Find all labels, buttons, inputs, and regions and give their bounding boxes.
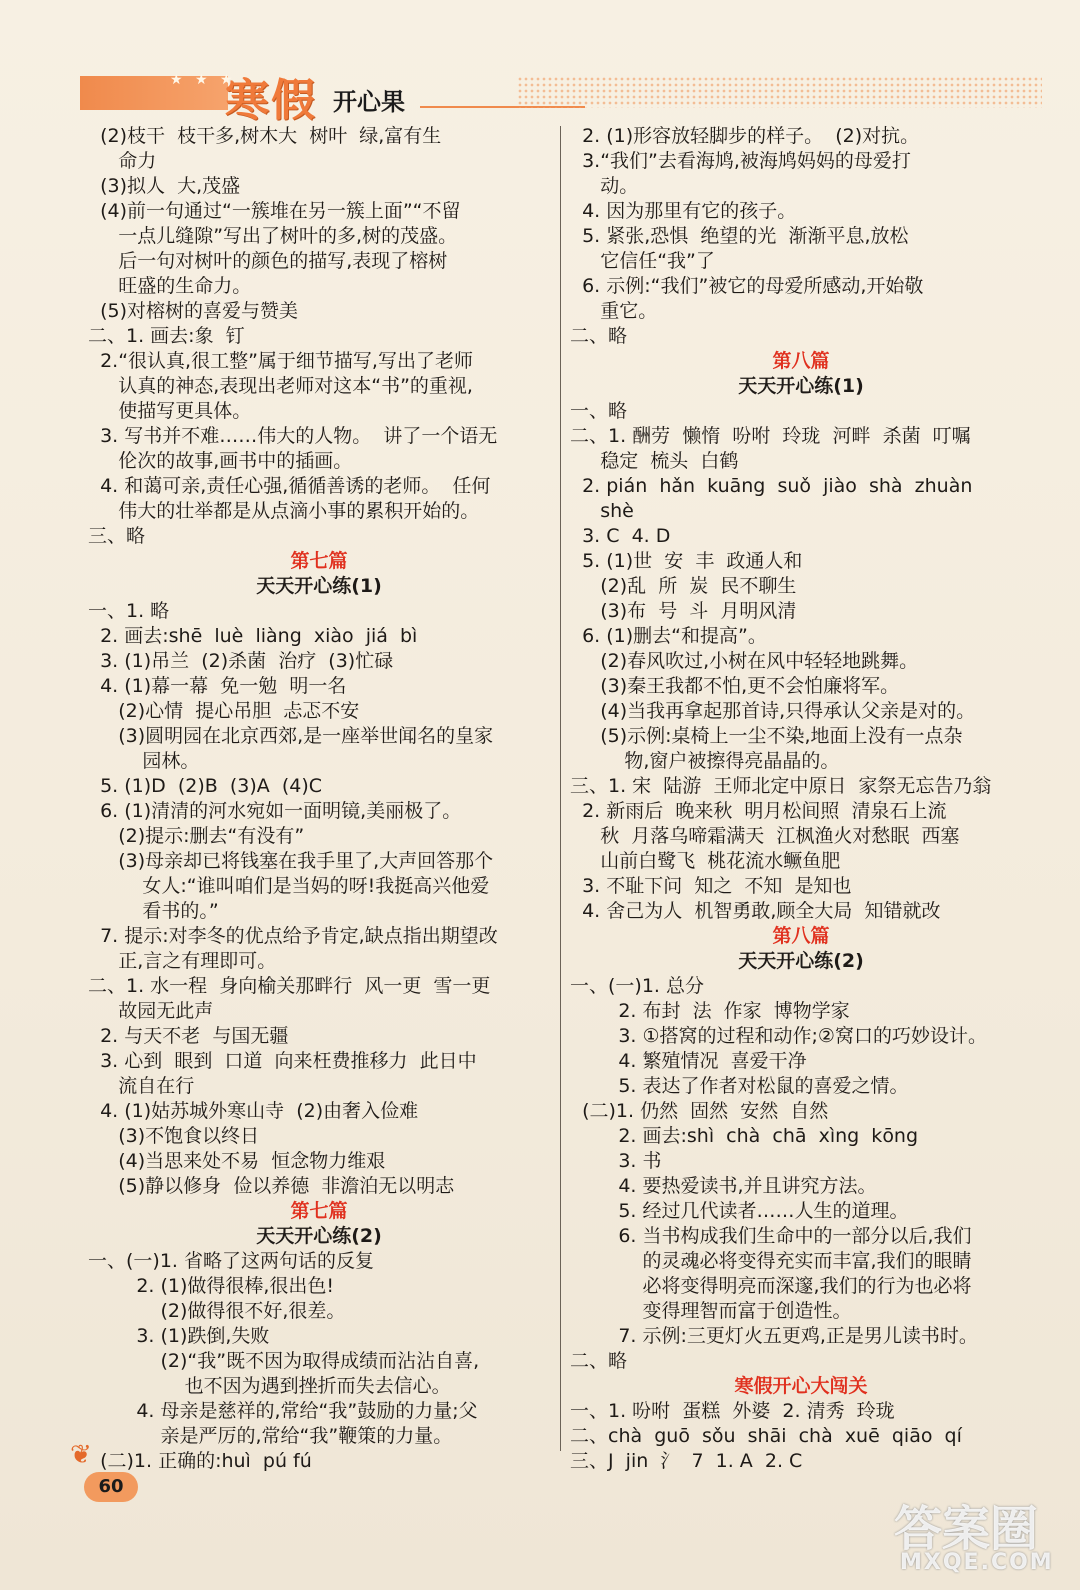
answer-line: (4)当我再拿起那首诗,只得承认父亲是对的。 — [570, 700, 976, 722]
answer-line: 二、1. 水一程 身向榆关那畔行 风一更 雪一更 — [88, 975, 491, 997]
answer-line: (2)提示:删去“有没有” — [88, 825, 305, 847]
answer-line: (2)枝干 枝干多,树木大 树叶 绿,富有生 — [88, 125, 442, 147]
answer-line: 正,言之有理即可。 — [88, 950, 277, 972]
answer-line: 旺盛的生命力。 — [88, 275, 252, 297]
answer-line: 一、1. 略 — [88, 600, 170, 622]
answer-line: (4)前一句通过“一簇堆在另一簇上面”“不留 — [88, 200, 461, 222]
star-icons: ★ ★ ★ — [170, 72, 237, 88]
exercise-heading: 天天开心练(2) — [256, 1225, 382, 1247]
answer-line: (3)布 号 斗 月明风清 — [570, 600, 797, 622]
answer-line: 动。 — [570, 175, 639, 197]
answer-line: 2. 画去:shì chà chā xìng kōng — [570, 1125, 919, 1147]
answer-line: 4. (1)幕一幕 免一勉 明一名 — [88, 675, 347, 697]
answer-line: 一、1. 吩咐 蛋糕 外婆 2. 清秀 玲珑 — [570, 1400, 895, 1422]
answer-line: 二、1. 画去:象 钉 — [88, 325, 245, 347]
answer-line: 流自在行 — [88, 1075, 195, 1097]
answer-line: 4. 因为那里有它的孩子。 — [570, 200, 797, 222]
answer-line: (4)当思来处不易 恒念物力维艰 — [88, 1150, 386, 1172]
column-divider — [560, 126, 561, 1451]
answer-line: (2)“我”既不因为取得成绩而沾沾自喜, — [88, 1350, 480, 1372]
section-heading: 第八篇 — [772, 925, 830, 947]
answer-line: (5)静以修身 俭以养德 非澹泊无以明志 — [88, 1175, 455, 1197]
answer-line: 3. (1)跌倒,失败 — [88, 1325, 270, 1347]
answer-line: 3. 写书并不难……伟大的人物。 讲了一个语无 — [88, 425, 498, 447]
answer-line: 4. 舍己为人 机智勇敢,顾全大局 知错就改 — [570, 900, 941, 922]
answer-line: 3. (1)吊兰 (2)杀菌 治疗 (3)忙碌 — [88, 650, 394, 672]
watermark — [880, 1490, 1060, 1580]
answer-line: 也不因为遇到挫折而失去信心。 — [88, 1375, 451, 1397]
answer-line: (二)1. 正确的:huì pú fú — [88, 1450, 312, 1472]
section-heading: 寒假开心大闯关 — [734, 1375, 868, 1397]
answer-line: 3. 不耻下问 知之 不知 是知也 — [570, 875, 852, 897]
answer-line: 2. 布封 法 作家 博物学家 — [570, 1000, 850, 1022]
answer-line: 二、1. 酬劳 懒惰 吩咐 玲珑 河畔 杀菌 叮嘱 — [570, 425, 971, 447]
answer-line: 一、略 — [570, 400, 628, 422]
answer-line: 二、chà guō sǒu shāi chà xuē qiāo qí — [570, 1425, 962, 1447]
answer-line: 变得理智而富于创造性。 — [570, 1300, 852, 1322]
answer-line: 山前白鹭飞 桃花流水鳜鱼肥 — [570, 850, 841, 872]
answer-line: 必将变得明亮而深邃,我们的行为也必将 — [570, 1275, 972, 1297]
answer-line: 它信任“我”了 — [570, 250, 715, 272]
answer-line: (2)做得很不好,很差。 — [88, 1300, 346, 1322]
sprout-icon: ❦ — [70, 1440, 92, 1470]
answer-line: 秋 月落乌啼霜满天 江枫渔火对愁眠 西塞 — [570, 825, 960, 847]
answer-line: 6. 当书构成我们生命中的一部分以后,我们 — [570, 1225, 972, 1247]
page-number: 60 — [84, 1472, 138, 1502]
answer-line: 4. 母亲是慈祥的,常给“我”鼓励的力量;父 — [88, 1400, 478, 1422]
answer-line: 5. 表达了作者对松鼠的喜爱之情。 — [570, 1075, 909, 1097]
watermark-logo-text: 答案圈 — [894, 1501, 1039, 1557]
answer-line: 4. 繁殖情况 喜爱干净 — [570, 1050, 807, 1072]
answer-line: (3)拟人 大,茂盛 — [88, 175, 241, 197]
answer-line: 后一句对树叶的颜色的描写,表现了榕树 — [88, 250, 448, 272]
answer-line: 伟大的壮举都是从点滴小事的累积开始的。 — [88, 500, 480, 522]
answer-line: 4. (1)姑苏城外寒山寺 (2)由奢入俭难 — [88, 1100, 419, 1122]
answer-line: 2. pián hǎn kuāng suǒ jiào shà zhuàn — [570, 475, 973, 497]
answer-line: 园林。 — [88, 750, 200, 772]
banner-subtitle: 开心果 — [333, 88, 405, 116]
answer-line: 看书的。” — [88, 900, 219, 922]
banner-title: 寒假 — [225, 75, 317, 126]
answer-line: shè — [570, 500, 634, 522]
answer-line: 稳定 梳头 白鹤 — [570, 450, 739, 472]
answer-line: (3)母亲却已将钱塞在我手里了,大声回答那个 — [88, 850, 494, 872]
answer-line: 2. 画去:shē luè liàng xiào jiá bì — [88, 625, 418, 647]
banner-dot-pattern — [517, 76, 1042, 108]
exercise-heading: 天天开心练(1) — [738, 375, 864, 397]
answer-line: 5. 经过几代读者……人生的道理。 — [570, 1200, 909, 1222]
answer-line: 3. C 4. D — [570, 525, 671, 547]
exercise-heading: 天天开心练(2) — [738, 950, 864, 972]
watermark-url: MXQE.COM — [900, 1550, 1054, 1575]
answer-line: 使描写更具体。 — [88, 400, 252, 422]
answer-line: 6. (1)清清的河水宛如一面明镜,美丽极了。 — [88, 800, 462, 822]
answer-line: 3. 书 — [570, 1150, 662, 1172]
answer-line: 4. 要热爱读书,并且讲究方法。 — [570, 1175, 877, 1197]
answer-line: 一点儿缝隙”写出了树叶的多,树的茂盛。 — [88, 225, 458, 247]
answer-line: 5. 紧张,恐惧 绝望的光 渐渐平息,放松 — [570, 225, 909, 247]
answer-line: 二、略 — [570, 1350, 628, 1372]
answer-line: (3)圆明园在北京西郊,是一座举世闻名的皇家 — [88, 725, 494, 747]
answer-line: 三、1. 宋 陆游 王师北定中原日 家祭无忘告乃翁 — [570, 775, 992, 797]
answer-line: 认真的神态,表现出老师对这本“书”的重视, — [88, 375, 473, 397]
answer-line: (2)乱 所 炭 民不聊生 — [570, 575, 797, 597]
answer-line: 亲是严厉的,常给“我”鞭策的力量。 — [88, 1425, 453, 1447]
answer-line: (5)对榕树的喜爱与赞美 — [88, 300, 298, 322]
answer-line: 2.“很认真,很工整”属于细节描写,写出了老师 — [88, 350, 473, 372]
answer-line: 6. 示例:“我们”被它的母爱所感动,开始敬 — [570, 275, 924, 297]
answer-line: 7. 提示:对李冬的优点给予肯定,缺点指出期望改 — [88, 925, 498, 947]
answer-line: 2. (1)形容放轻脚步的样子。 (2)对抗。 — [570, 125, 920, 147]
answer-line: 命力 — [88, 150, 157, 172]
answer-line: 伦次的故事,画书中的插画。 — [88, 450, 353, 472]
answer-line: 的灵魂必将变得充实而丰富,我们的眼睛 — [570, 1250, 972, 1272]
answer-line: 2. 新雨后 晚来秋 明月松间照 清泉石上流 — [570, 800, 947, 822]
answer-line: 3. 心到 眼到 口道 向来枉费推移力 此日中 — [88, 1050, 477, 1072]
answer-line: 6. (1)删去“和提高”。 — [570, 625, 767, 647]
answer-line: 一、(一)1. 省略了这两句话的反复 — [88, 1250, 374, 1272]
answer-line: 故园无此声 — [88, 1000, 214, 1022]
answer-line: 三、略 — [88, 525, 146, 547]
answer-line: 物,窗户被擦得亮晶晶的。 — [570, 750, 840, 772]
answer-line: 5. (1)世 安 丰 政通人和 — [570, 550, 803, 572]
answer-line: (3)不饱食以终日 — [88, 1125, 260, 1147]
answer-line: 重它。 — [570, 300, 658, 322]
answer-line: (2)春风吹过,小树在风中轻轻地跳舞。 — [570, 650, 919, 672]
answer-line: 5. (1)D (2)B (3)A (4)C — [88, 775, 323, 797]
answer-line: 三、J jin 氵 7 1. A 2. C — [570, 1450, 803, 1472]
answer-line: 二、略 — [570, 325, 628, 347]
answer-line: 4. 和蔼可亲,责任心强,循循善诱的老师。 任何 — [88, 475, 491, 497]
exercise-heading: 天天开心练(1) — [256, 575, 382, 597]
answer-line: 女人:“谁叫咱们是当妈的呀!我挺高兴他爱 — [88, 875, 490, 897]
section-heading: 第七篇 — [290, 550, 348, 572]
answer-line: 7. 示例:三更灯火五更鸡,正是男儿读书时。 — [570, 1325, 978, 1347]
answer-line: (2)心情 提心吊胆 忐忑不安 — [88, 700, 360, 722]
answer-line: 3. ①搭窝的过程和动作;②窝口的巧妙设计。 — [570, 1025, 987, 1047]
section-heading: 第八篇 — [772, 350, 830, 372]
page-header-banner — [80, 70, 1040, 126]
answer-line: 3.“我们”去看海鸠,被海鸠妈妈的母爱打 — [570, 150, 911, 172]
answer-line: 2. 与天不老 与国无疆 — [88, 1025, 289, 1047]
answer-line: (3)秦王我都不怕,更不会怕廉将军。 — [570, 675, 900, 697]
section-heading: 第七篇 — [290, 1200, 348, 1222]
answer-line: (二)1. 仍然 固然 安然 自然 — [570, 1100, 829, 1122]
answer-line: 2. (1)做得很棒,很出色! — [88, 1275, 335, 1297]
answer-line: (5)示例:桌椅上一尘不染,地面上没有一点杂 — [570, 725, 963, 747]
answer-line: 一、(一)1. 总分 — [570, 975, 704, 997]
